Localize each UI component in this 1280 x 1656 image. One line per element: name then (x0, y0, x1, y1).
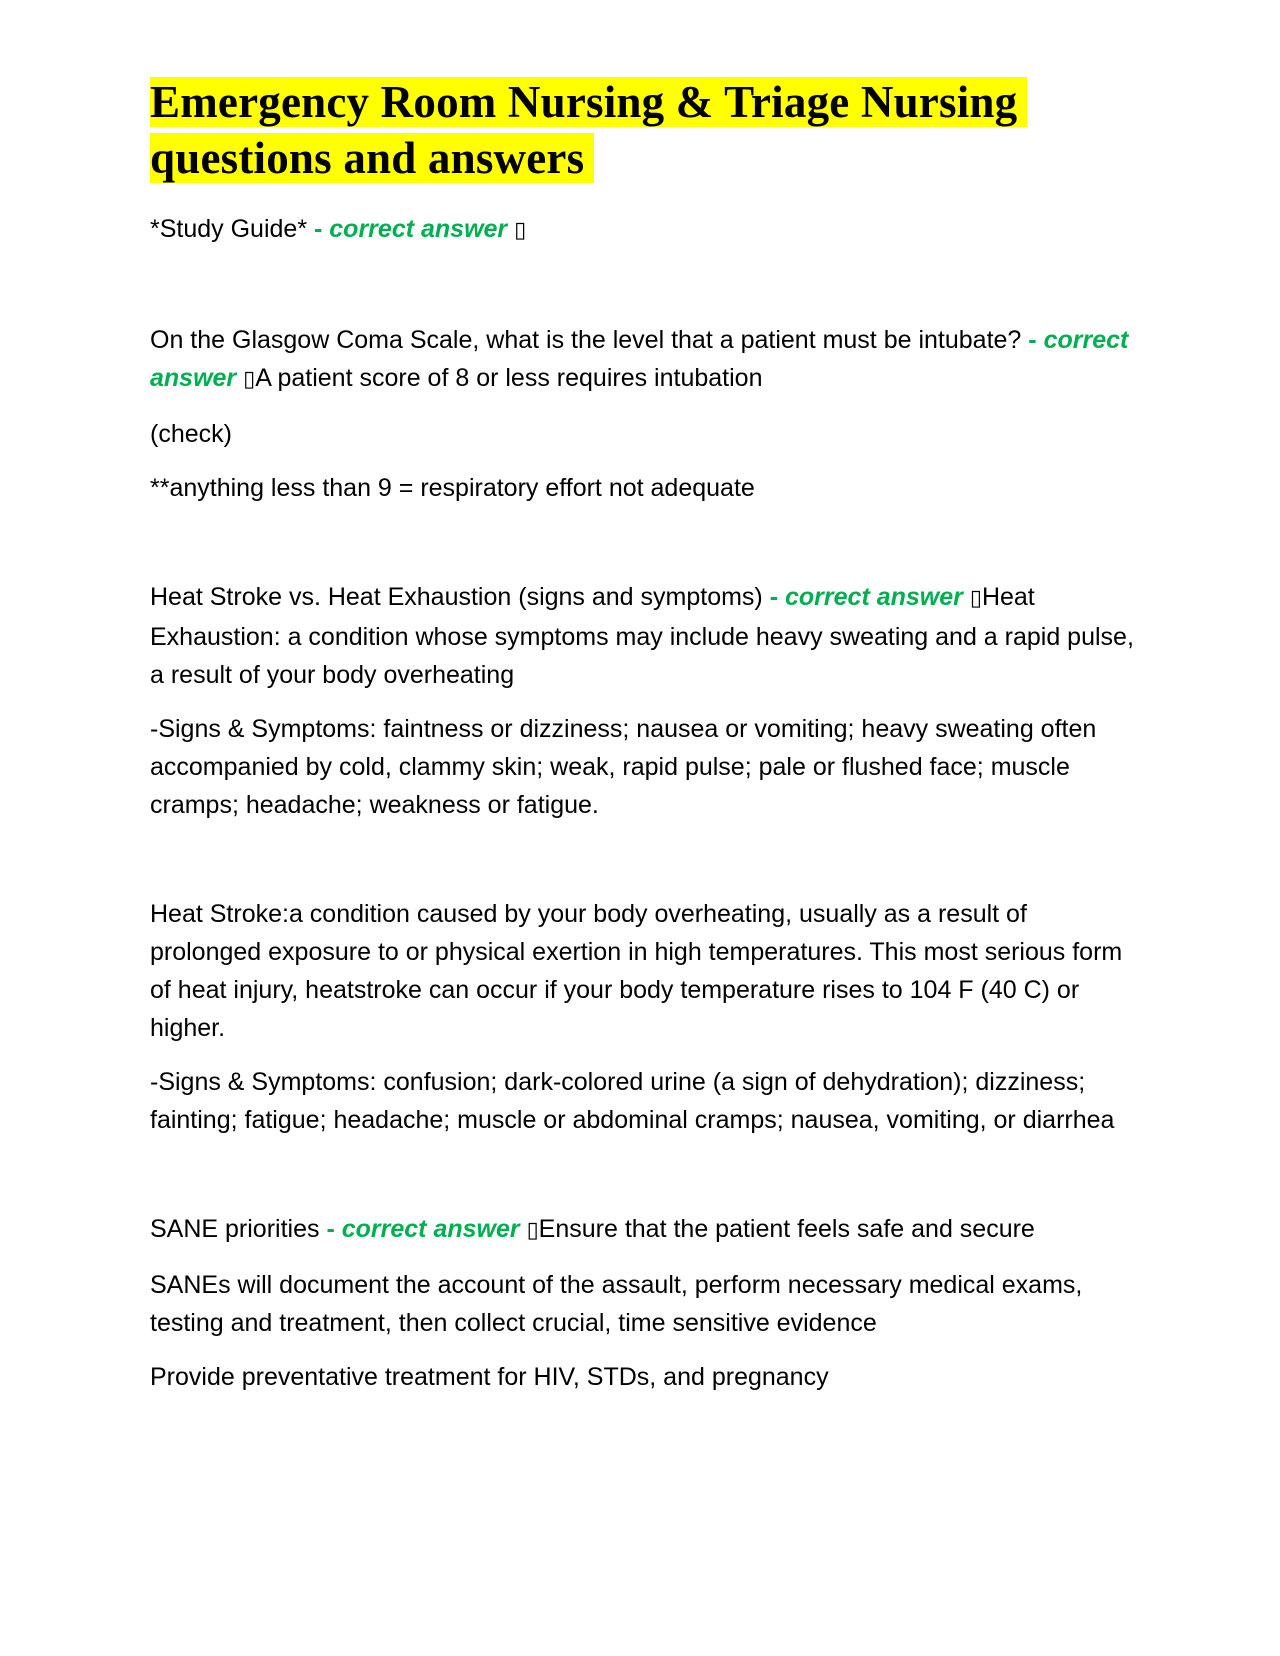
heat-exhaustion-signs: -Signs & Symptoms: faintness or dizziness; nausea or vomiting; heavy sweating often accompanied by cold, clammy skin; weak, rapid pulse; pale or flushed face; muscle cramps; headache; weakness or fatigue. (150, 715, 1097, 819)
question-2-text: Heat Stroke vs. Heat Exhaustion (signs and symptoms) (150, 583, 763, 611)
question-1-note-respiratory: **anything less than 9 = respiratory effort not adequate (150, 474, 755, 502)
answer-1-text: A patient score of 8 or less requires intubation (255, 364, 763, 392)
sane-preventative: Provide preventative treatment for HIV, STDs, and pregnancy (150, 1363, 829, 1391)
spacer (150, 266, 1140, 321)
answer-marker: correct answer (329, 215, 508, 243)
box-glyph-icon: ▯ (243, 367, 256, 392)
spacer (150, 840, 1140, 895)
spacer (150, 523, 1140, 578)
title-highlight: Emergency Room Nursing & Triage Nursing questions and answers (150, 77, 1027, 183)
question-2 (150, 578, 1140, 694)
box-glyph-icon: ▯ (526, 1218, 539, 1243)
answer-marker: correct answer (785, 583, 963, 611)
question-3-text: SANE priorities (150, 1215, 320, 1243)
question-1 (150, 321, 1140, 399)
box-glyph-icon: ▯ (514, 218, 527, 243)
answer-dash: - (769, 583, 779, 611)
spacer (150, 1155, 1140, 1210)
answer-dash: - (326, 1215, 335, 1243)
answer-marker: correct answer (150, 326, 1129, 392)
answer-dash: - (1028, 326, 1037, 354)
question-1-text: On the Glasgow Coma Scale, what is the level that a patient must be intubate? (150, 326, 1022, 354)
answer-dash: - (314, 215, 323, 243)
sane-documentation: SANEs will document the account of the assault, perform necessary medical exams, testing and treatment, then collect crucial, time sensitive evidence (150, 1271, 1083, 1337)
box-glyph-icon: ▯ (969, 586, 982, 611)
question-3 (150, 1210, 1140, 1250)
document-page (150, 74, 1140, 1412)
heat-stroke-signs: -Signs & Symptoms: confusion; dark-colored urine (a sign of dehydration); dizziness; fainting; fatigue; headache; muscle or abdominal cramps; nausea, vomiting, or diarrhea (150, 1068, 1115, 1134)
study-guide-label: *Study Guide* (150, 215, 308, 243)
answer-marker: correct answer (341, 1215, 520, 1243)
study-guide-line (150, 210, 1140, 250)
answer-2-text: Heat Exhaustion: a condition whose symptoms may include heavy sweating and a rapid pulse, a result of your body overheating (150, 583, 1134, 689)
document-title (150, 74, 1140, 186)
question-1-note-check: (check) (150, 420, 232, 448)
heat-stroke-definition: Heat Stroke:a condition caused by your body overheating, usually as a result of prolonged exposure to or physical exertion in high temperatures. This most serious form of heat injury, heatstroke can occur if your body temperature rises to 104 F (40 C) or higher. (150, 900, 1123, 1042)
answer-3-text: Ensure that the patient feels safe and secure (538, 1215, 1035, 1243)
